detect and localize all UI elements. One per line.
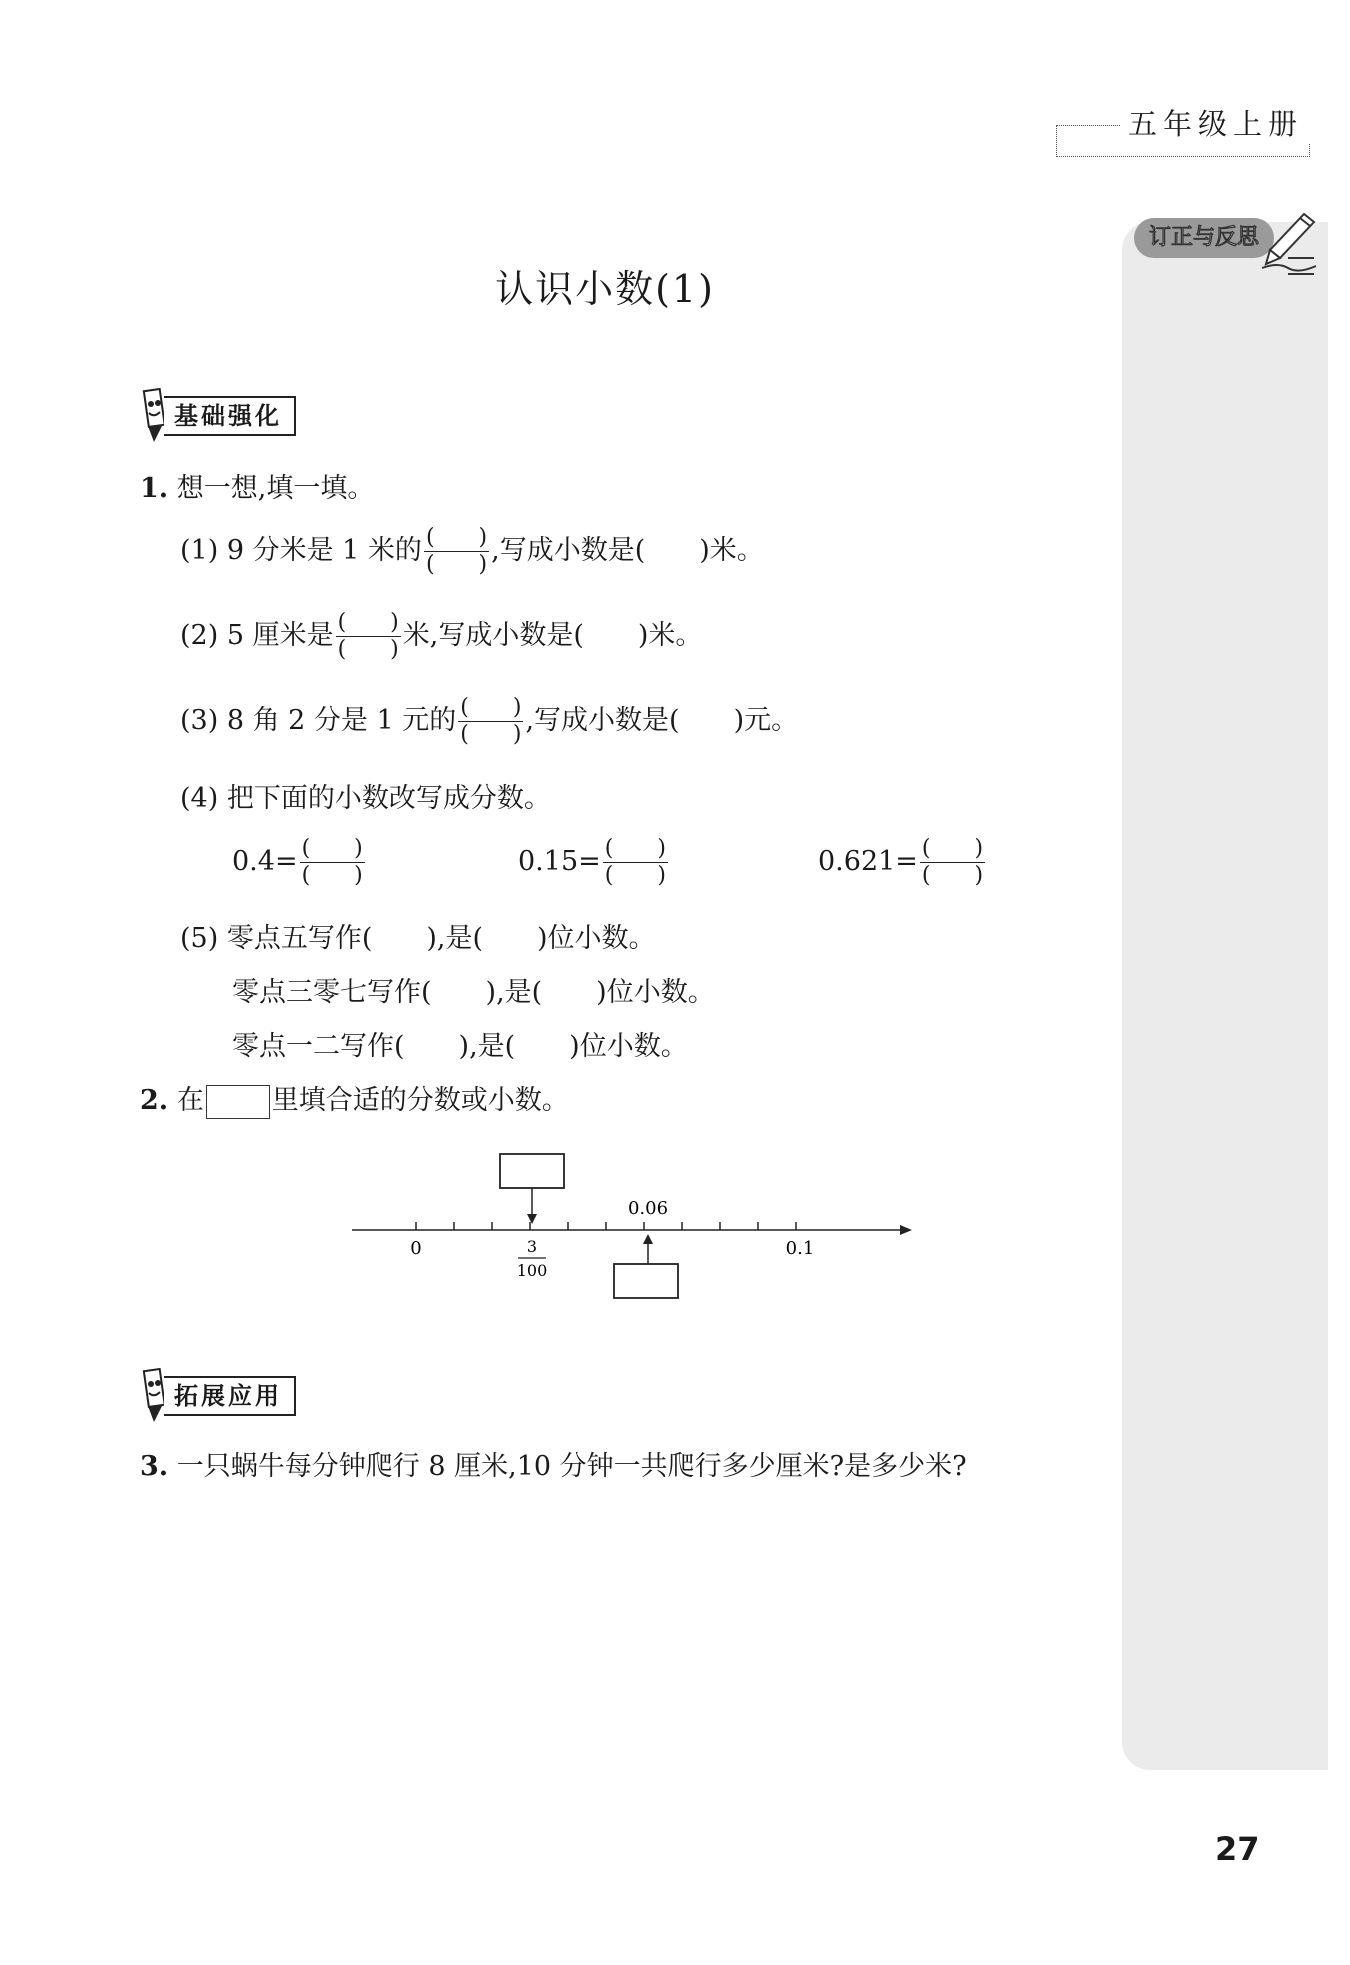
fraction-numerator-blank[interactable]: ( ) — [460, 695, 522, 720]
tick-label-006: 0.06 — [627, 1198, 669, 1219]
section-extend-label: 拓展应用 — [164, 1376, 296, 1416]
q3-number: 3. — [140, 1451, 169, 1482]
number-line-ticks — [416, 1222, 796, 1230]
q1-part2 — [180, 610, 702, 663]
answer-box-sample — [206, 1085, 270, 1119]
fraction-blank[interactable] — [920, 836, 985, 889]
fraction-numerator-blank[interactable]: ( ) — [604, 836, 666, 861]
number-line-diagram — [340, 1140, 920, 1310]
q1-part3-text-b: ,写成小数是( )元。 — [525, 705, 799, 736]
q1-part1-text-b: ,写成小数是( )米。 — [491, 535, 764, 566]
fraction-blank[interactable] — [603, 836, 668, 889]
q2-number: 2. — [140, 1085, 169, 1116]
section-extend — [140, 1376, 340, 1418]
correction-sidebar — [1122, 222, 1328, 1770]
tick-label-0: 0 — [410, 1238, 422, 1259]
q1-part2-text-b: 米,写成小数是( )米。 — [402, 620, 703, 651]
q1-part5-line3: 零点一二写作( ),是( )位小数。 — [232, 1031, 688, 1062]
arrow-down-icon — [527, 1214, 537, 1224]
fraction-denominator-blank[interactable]: ( ) — [337, 637, 399, 662]
fraction-denominator-blank[interactable]: ( ) — [921, 863, 984, 888]
fraction-numerator-blank[interactable]: ( ) — [337, 610, 399, 635]
q2-text-b: 里填合适的分数或小数。 — [271, 1085, 569, 1116]
q1-part1-text-a: (1) 9 分米是 1 米的 — [180, 535, 422, 566]
q1-number: 1. — [140, 473, 169, 504]
q1-part5-line2: 零点三零七写作( ),是( )位小数。 — [232, 977, 715, 1008]
fraction-numerator-blank[interactable]: ( ) — [301, 836, 363, 861]
section-basic — [140, 396, 340, 438]
fraction-numerator-blank[interactable]: ( ) — [425, 525, 488, 550]
q1-part3 — [180, 695, 798, 748]
q1-part4-item2 — [518, 836, 670, 889]
q2-heading — [140, 1078, 569, 1119]
fraction-denominator-blank[interactable]: ( ) — [460, 722, 522, 747]
q1-part4-item1 — [232, 836, 367, 889]
correction-tab: 订正与反思 — [1134, 218, 1274, 258]
q2-text-a: 在 — [176, 1085, 204, 1116]
q1-part2-text-a: (2) 5 厘米是 — [180, 620, 334, 651]
decimal-label: 0.4= — [232, 846, 298, 877]
q1-part4-instruction: (4) 把下面的小数改写成分数。 — [180, 783, 551, 814]
answer-box-top[interactable] — [500, 1154, 564, 1188]
fraction-blank[interactable] — [336, 610, 401, 663]
answer-box-bottom[interactable] — [614, 1264, 678, 1298]
fraction-numerator-blank[interactable]: ( ) — [921, 836, 984, 861]
q3 — [140, 1444, 967, 1483]
page-title: 认识小数(1) — [495, 267, 715, 311]
q1-heading — [140, 466, 374, 505]
tick-label-frac-den: 100 — [516, 1261, 548, 1280]
arrow-right-icon — [900, 1225, 912, 1235]
fraction-denominator-blank[interactable]: ( ) — [604, 863, 666, 888]
fraction-blank[interactable] — [424, 525, 489, 578]
arrow-up-icon — [643, 1234, 653, 1244]
tick-label-frac-num: 3 — [526, 1237, 538, 1256]
decimal-label: 0.15= — [518, 846, 601, 877]
q1-prompt: 想一想,填一填。 — [176, 473, 375, 504]
decimal-label: 0.621= — [818, 846, 918, 877]
grade-label: 五年级上册 — [1120, 102, 1311, 143]
q1-part4-item3 — [818, 836, 987, 889]
fraction-denominator-blank[interactable]: ( ) — [425, 552, 488, 577]
fraction-denominator-blank[interactable]: ( ) — [301, 863, 363, 888]
tick-label-01: 0.1 — [785, 1238, 815, 1259]
q3-text: 一只蜗牛每分钟爬行 8 厘米,10 分钟一共爬行多少厘米?是多少米? — [176, 1451, 967, 1482]
page-number: 27 — [1215, 1830, 1260, 1868]
section-basic-label: 基础强化 — [164, 396, 296, 436]
pen-icon — [1258, 212, 1318, 280]
fraction-blank[interactable] — [300, 836, 365, 889]
fraction-blank[interactable] — [458, 695, 523, 748]
q1-part1 — [180, 525, 764, 578]
q1-part3-text-a: (3) 8 角 2 分是 1 元的 — [180, 705, 457, 736]
q1-part5-line1: (5) 零点五写作( ),是( )位小数。 — [180, 923, 656, 954]
